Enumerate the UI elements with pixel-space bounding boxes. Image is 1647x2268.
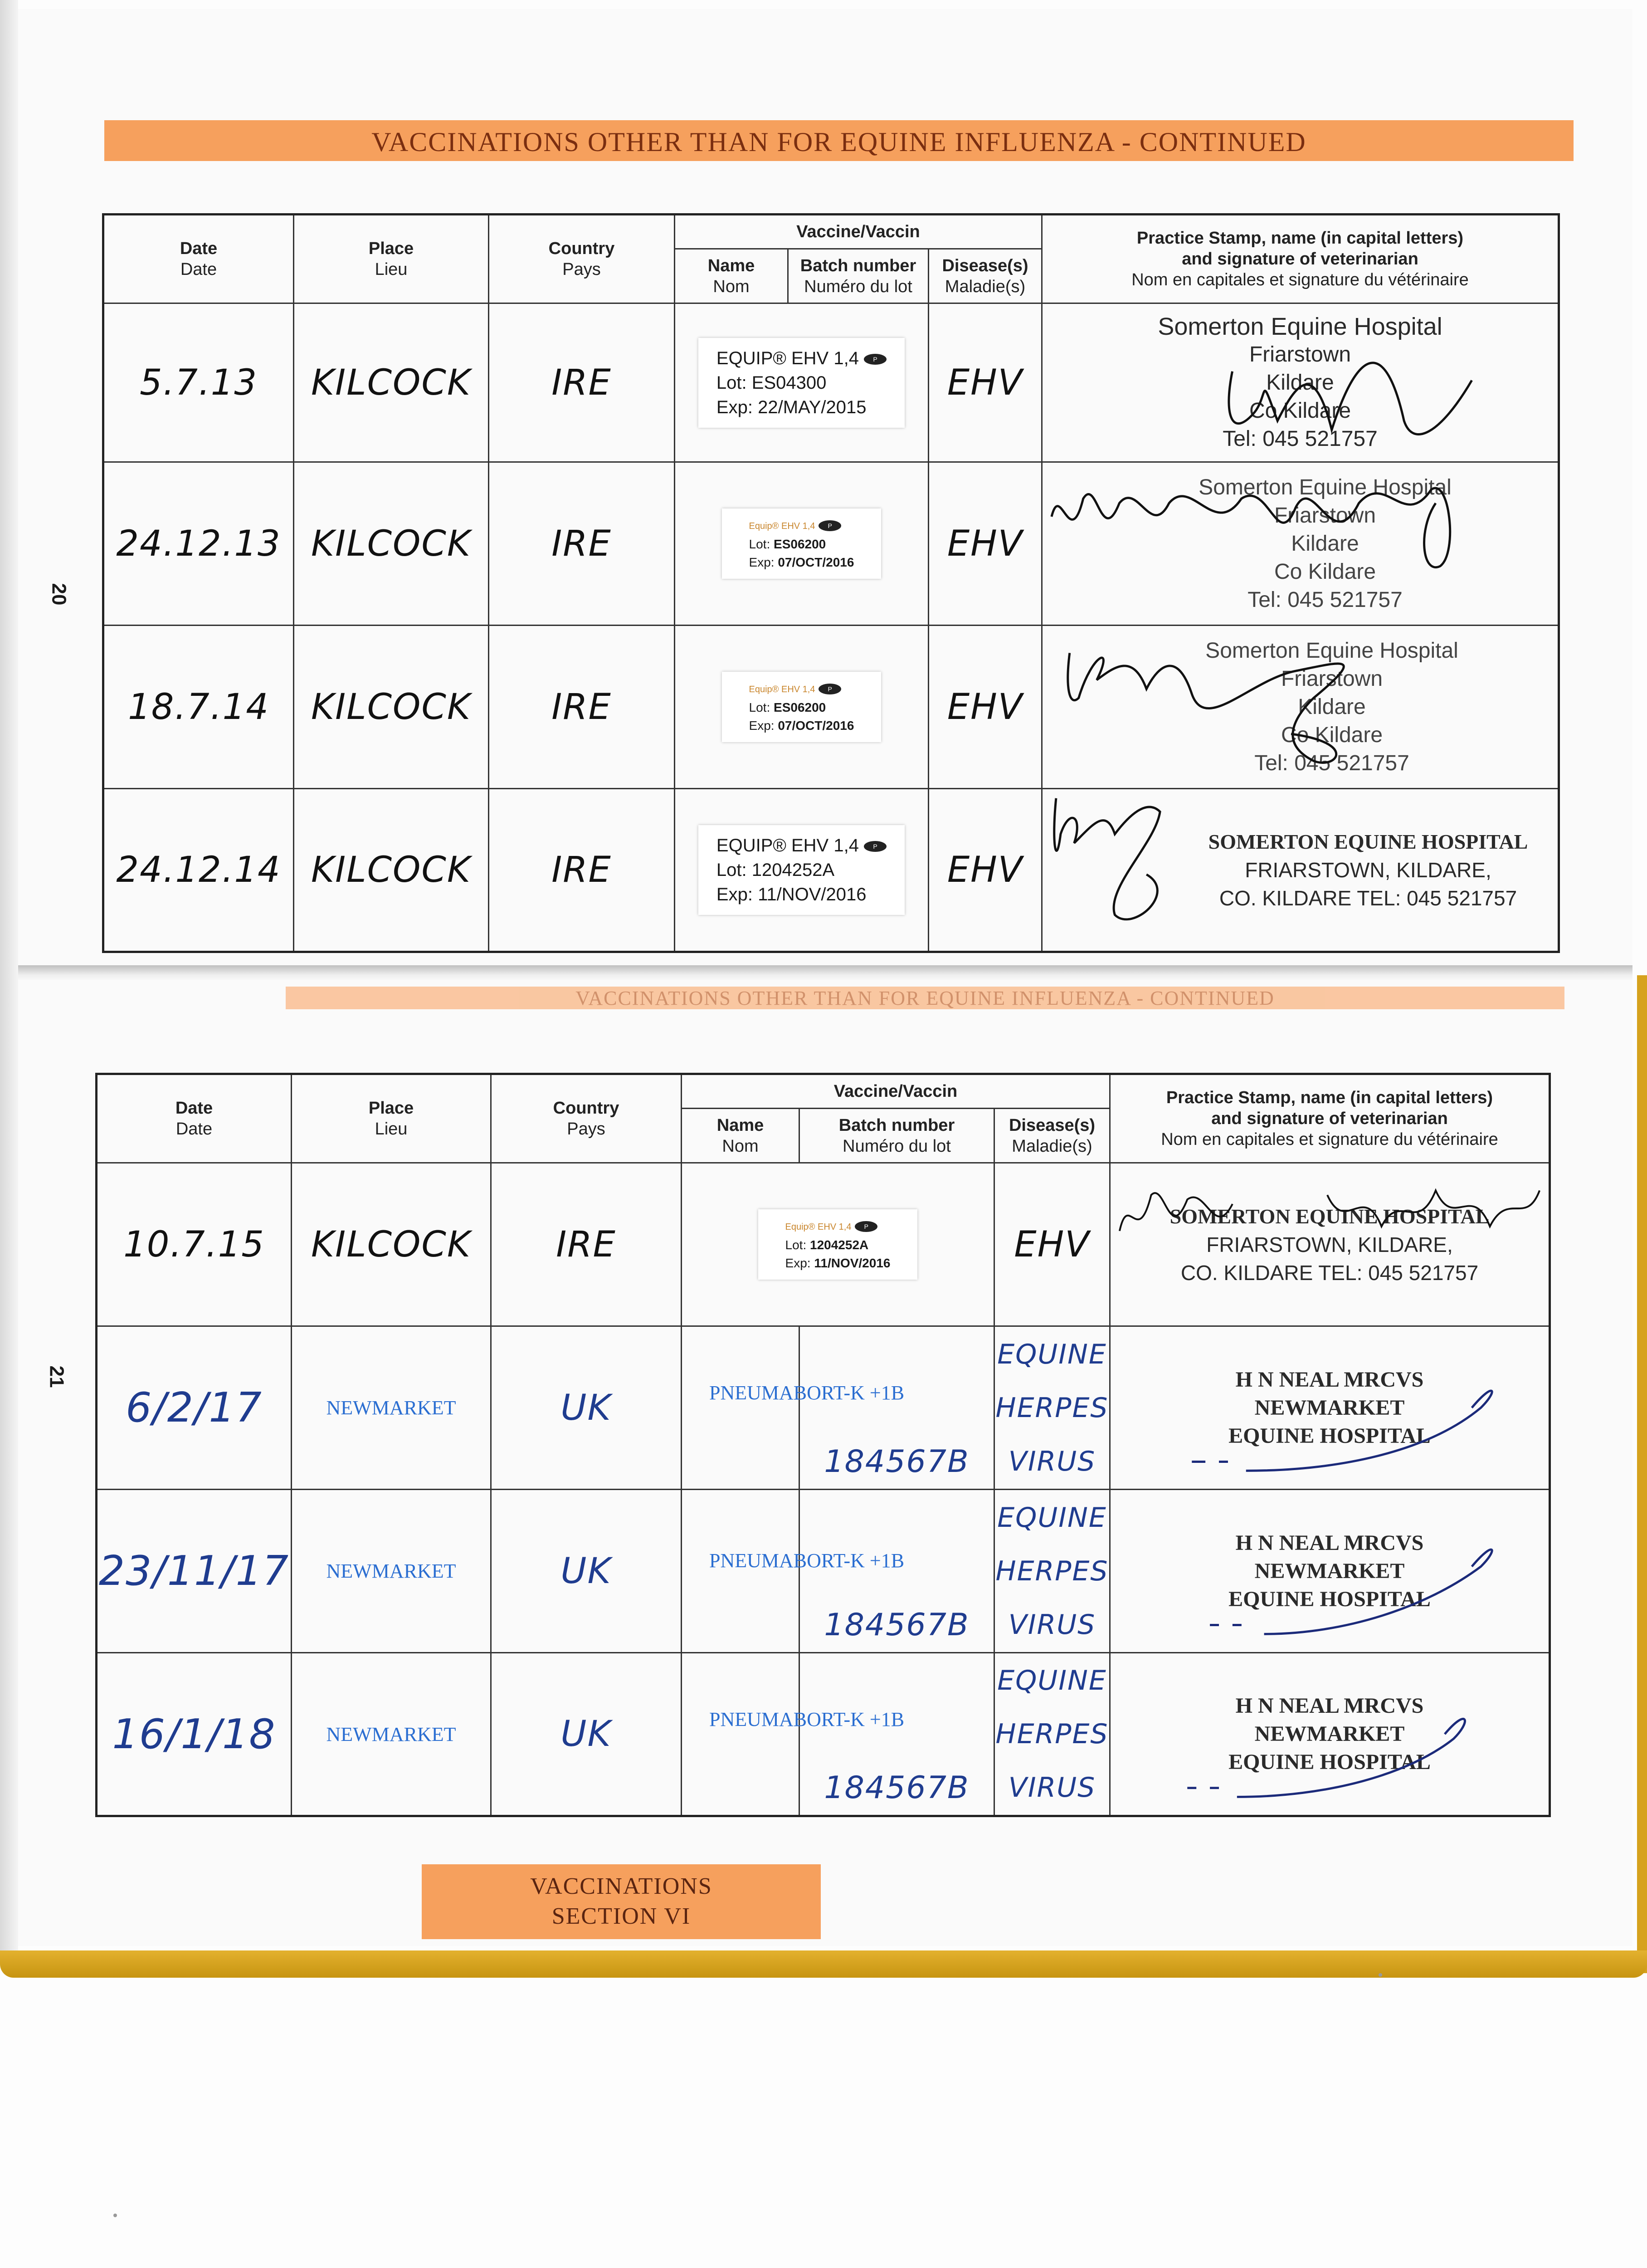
vaccine-sticker	[722, 672, 882, 742]
header-place: Place Lieu	[292, 1074, 491, 1163]
sticker-name: Equip® EHV 1,4	[749, 684, 815, 694]
stamp-line: EQUINE HOSPITAL	[1228, 1423, 1431, 1448]
cell-country: UK	[491, 1490, 682, 1653]
table-row	[97, 1653, 1550, 1816]
cell-stamp	[1110, 1326, 1550, 1490]
stamp-line: CO. KILDARE TEL: 045 521757	[1219, 886, 1517, 910]
vaccination-table-bottom	[95, 1073, 1551, 1817]
vaccine-sticker	[698, 338, 905, 428]
cell-date: 5.7.13	[103, 303, 294, 462]
table-row	[97, 1326, 1550, 1490]
cell-vaccine-label	[675, 462, 929, 626]
sticker-name: Equip® EHV 1,4	[785, 1222, 852, 1232]
cell-stamp	[1042, 626, 1559, 789]
stamp-line: Tel: 045 521757	[1223, 426, 1378, 451]
header-name: Name Nom	[675, 249, 788, 303]
page-fold	[18, 965, 1632, 982]
cell-disease: EHV	[929, 462, 1042, 626]
stamp-line: SOMERTON EQUINE HOSPITAL	[1169, 1204, 1490, 1228]
cell-place: KILCOCK	[294, 626, 489, 789]
header-stamp: Practice Stamp, name (in capital letters) and signature of veterinarian Nom en capitales et signature du vétérinaire	[1110, 1074, 1550, 1163]
header-disease: Disease(s) Maladie(s)	[994, 1109, 1110, 1163]
stamp-line: Somerton Equine Hospital	[1205, 638, 1458, 663]
cell-vaccine-label	[675, 303, 929, 462]
stamp-line: Co Kildare	[1281, 723, 1383, 747]
sticker-lot-key: Lot:	[785, 1238, 807, 1252]
stamp-line: Kildare	[1291, 531, 1359, 556]
sticker-exp-key: Exp:	[716, 885, 753, 904]
cell-disease: EHV	[929, 303, 1042, 462]
header-batch: Batch number Numéro du lot	[788, 249, 929, 303]
disease-line: EQUINE	[997, 1501, 1107, 1534]
cell-country: IRE	[489, 462, 675, 626]
cell-country: IRE	[491, 1163, 682, 1326]
header-vaccine: Vaccine/Vaccin	[675, 215, 1042, 249]
pfizer-logo-icon: P	[819, 520, 841, 531]
sticker-exp: 22/MAY/2015	[758, 397, 867, 417]
vaccination-table-top	[102, 213, 1560, 953]
sticker-lot-key: Lot:	[749, 700, 770, 714]
table-row	[103, 303, 1559, 462]
disease-line: HERPES	[995, 1392, 1109, 1424]
cell-date: 18.7.14	[103, 626, 294, 789]
header-date: Date Date	[97, 1074, 292, 1163]
cell-place: KILCOCK	[292, 1163, 491, 1326]
stamp-line: NEWMARKET	[1254, 1722, 1405, 1746]
stamp-line: H N NEAL MRCVS	[1235, 1530, 1424, 1555]
sticker-lot: ES06200	[774, 537, 826, 551]
stamp-line: SOMERTON EQUINE HOSPITAL	[1208, 830, 1528, 853]
table-row	[97, 1490, 1550, 1653]
cell-vaccine-label	[675, 789, 929, 952]
header-country: Country Pays	[489, 215, 675, 303]
table-row	[103, 789, 1559, 952]
sticker-name: EQUIP® EHV 1,4	[716, 836, 859, 855]
cell-stamp	[1042, 462, 1559, 626]
passport-cover-bottom	[0, 1950, 1647, 1978]
vaccine-name: PNEUMABORT-K +1B	[709, 1382, 905, 1404]
sticker-exp: 11/NOV/2016	[758, 885, 867, 904]
cell-disease: EHV	[994, 1163, 1110, 1326]
disease-line: HERPES	[995, 1718, 1109, 1750]
cell-date: 10.7.15	[97, 1163, 292, 1326]
cell-country: UK	[491, 1653, 682, 1816]
sticker-lot-key: Lot:	[716, 372, 747, 393]
header-country: Country Pays	[491, 1074, 682, 1163]
sticker-name: EQUIP® EHV 1,4	[716, 348, 859, 368]
vaccine-sticker	[758, 1209, 918, 1280]
sticker-exp: 11/NOV/2016	[814, 1256, 891, 1270]
stamp-line: EQUINE HOSPITAL	[1228, 1587, 1431, 1611]
cell-vaccine-label	[682, 1163, 994, 1326]
sticker-exp-key: Exp:	[749, 555, 775, 569]
sticker-name: Equip® EHV 1,4	[749, 521, 815, 531]
stamp-line: Kildare	[1298, 694, 1366, 719]
cell-date: 24.12.13	[103, 462, 294, 626]
header-stamp: Practice Stamp, name (in capital letters) and signature of veterinarian Nom en capitales et signature du vétérinaire	[1042, 215, 1559, 303]
cell-stamp	[1042, 789, 1559, 952]
stamp-line: Tel: 045 521757	[1254, 751, 1409, 775]
disease-line: VIRUS	[1008, 1608, 1096, 1641]
sticker-exp: 07/OCT/2016	[778, 555, 854, 569]
header-name: Name Nom	[682, 1109, 799, 1163]
scan-speck	[113, 2214, 117, 2217]
stamp-line: Friarstown	[1281, 666, 1383, 691]
cell-place: NEWMARKET	[292, 1490, 491, 1653]
vaccine-name: PNEUMABORT-K +1B	[709, 1708, 905, 1730]
stamp-line: Co Kildare	[1249, 398, 1351, 423]
cell-stamp	[1110, 1163, 1550, 1326]
cell-place: NEWMARKET	[292, 1326, 491, 1490]
header-batch: Batch number Numéro du lot	[799, 1109, 994, 1163]
sticker-lot: ES06200	[774, 700, 826, 714]
top-banner: VACCINATIONS OTHER THAN FOR EQUINE INFLUENZA - CONTINUED	[104, 120, 1574, 161]
vaccine-name: PNEUMABORT-K +1B	[709, 1549, 905, 1572]
pfizer-logo-icon: P	[855, 1221, 877, 1232]
stamp-line: FRIARSTOWN, KILDARE,	[1245, 858, 1491, 882]
table-row	[103, 462, 1559, 626]
page-number-top: 20	[48, 583, 70, 606]
cell-date: 24.12.14	[103, 789, 294, 952]
cell-place: KILCOCK	[294, 303, 489, 462]
stamp-line: Friarstown	[1274, 503, 1376, 528]
header-date: Date Date	[103, 215, 294, 303]
cell-disease: EHV	[929, 626, 1042, 789]
stamp-line: Somerton Equine Hospital	[1199, 475, 1452, 499]
sticker-exp-key: Exp:	[785, 1256, 811, 1270]
section-label	[422, 1864, 821, 1939]
cell-batch: 184567B	[799, 1326, 994, 1490]
stamp-line: Somerton Equine Hospital	[1158, 313, 1442, 340]
section-label-line: VACCINATIONS	[530, 1873, 712, 1899]
cell-date: 16/1/18	[97, 1653, 292, 1816]
vaccine-sticker	[722, 508, 882, 579]
disease-line: HERPES	[995, 1555, 1109, 1587]
cell-country: UK	[491, 1326, 682, 1490]
page-number-bottom: 21	[45, 1365, 68, 1388]
stamp-line: Friarstown	[1249, 342, 1351, 367]
sticker-lot: 1204252A	[751, 860, 835, 880]
cell-disease: EHV	[929, 789, 1042, 952]
cell-stamp	[1110, 1653, 1550, 1816]
sticker-exp: 07/OCT/2016	[778, 719, 854, 733]
stamp-line: CO. KILDARE TEL: 045 521757	[1180, 1261, 1479, 1285]
pfizer-logo-icon: P	[819, 684, 841, 694]
pfizer-logo-icon: P	[864, 354, 887, 365]
scan-speck	[1379, 1973, 1382, 1977]
vaccine-sticker	[698, 825, 905, 915]
section-label-line: SECTION VI	[551, 1903, 691, 1929]
header-disease: Disease(s) Maladie(s)	[929, 249, 1042, 303]
cell-disease	[994, 1490, 1110, 1653]
disease-line: VIRUS	[1008, 1772, 1096, 1804]
header-vaccine: Vaccine/Vaccin	[682, 1074, 1110, 1109]
stamp-line: FRIARSTOWN, KILDARE,	[1206, 1232, 1453, 1256]
sticker-exp-key: Exp:	[749, 719, 775, 733]
table-row	[97, 1163, 1550, 1326]
stamp-line: Tel: 045 521757	[1247, 587, 1403, 612]
disease-line: VIRUS	[1008, 1445, 1096, 1477]
disease-line: EQUINE	[997, 1665, 1107, 1696]
stamp-line: NEWMARKET	[1254, 1395, 1405, 1420]
cell-country: IRE	[489, 626, 675, 789]
table-row	[103, 626, 1559, 789]
stamp-line: NEWMARKET	[1254, 1559, 1405, 1583]
cell-place: KILCOCK	[294, 789, 489, 952]
cell-place: KILCOCK	[294, 462, 489, 626]
cell-date: 6/2/17	[97, 1326, 292, 1490]
stamp-line: Kildare	[1266, 370, 1334, 395]
pfizer-logo-icon: P	[864, 841, 887, 852]
stamp-line: H N NEAL MRCVS	[1235, 1367, 1424, 1392]
passport-cover-edge	[1637, 975, 1647, 1973]
cell-stamp	[1042, 303, 1559, 462]
header-place: Place Lieu	[294, 215, 489, 303]
cell-batch: 184567B	[799, 1653, 994, 1816]
cell-country: IRE	[489, 303, 675, 462]
cell-vaccine-label	[675, 626, 929, 789]
sticker-exp-key: Exp:	[716, 397, 753, 417]
cell-stamp	[1110, 1490, 1550, 1653]
cell-disease	[994, 1326, 1110, 1490]
stamp-line: EQUINE HOSPITAL	[1228, 1750, 1431, 1774]
disease-line: EQUINE	[997, 1338, 1107, 1370]
ghost-banner: VACCINATIONS OTHER THAN FOR EQUINE INFLUENZA - CONTINUED	[286, 987, 1564, 1009]
cell-date: 23/11/17	[97, 1490, 292, 1653]
sticker-lot: ES04300	[751, 372, 827, 393]
sticker-lot: 1204252A	[810, 1238, 869, 1252]
stamp-line: H N NEAL MRCVS	[1235, 1694, 1424, 1718]
cell-place: NEWMARKET	[292, 1653, 491, 1816]
sticker-lot-key: Lot:	[716, 860, 747, 880]
scan-edge	[0, 0, 18, 1960]
sticker-lot-key: Lot:	[749, 537, 770, 551]
cell-disease	[994, 1653, 1110, 1816]
stamp-line: Co Kildare	[1274, 559, 1376, 584]
cell-batch: 184567B	[799, 1490, 994, 1653]
cell-country: IRE	[489, 789, 675, 952]
